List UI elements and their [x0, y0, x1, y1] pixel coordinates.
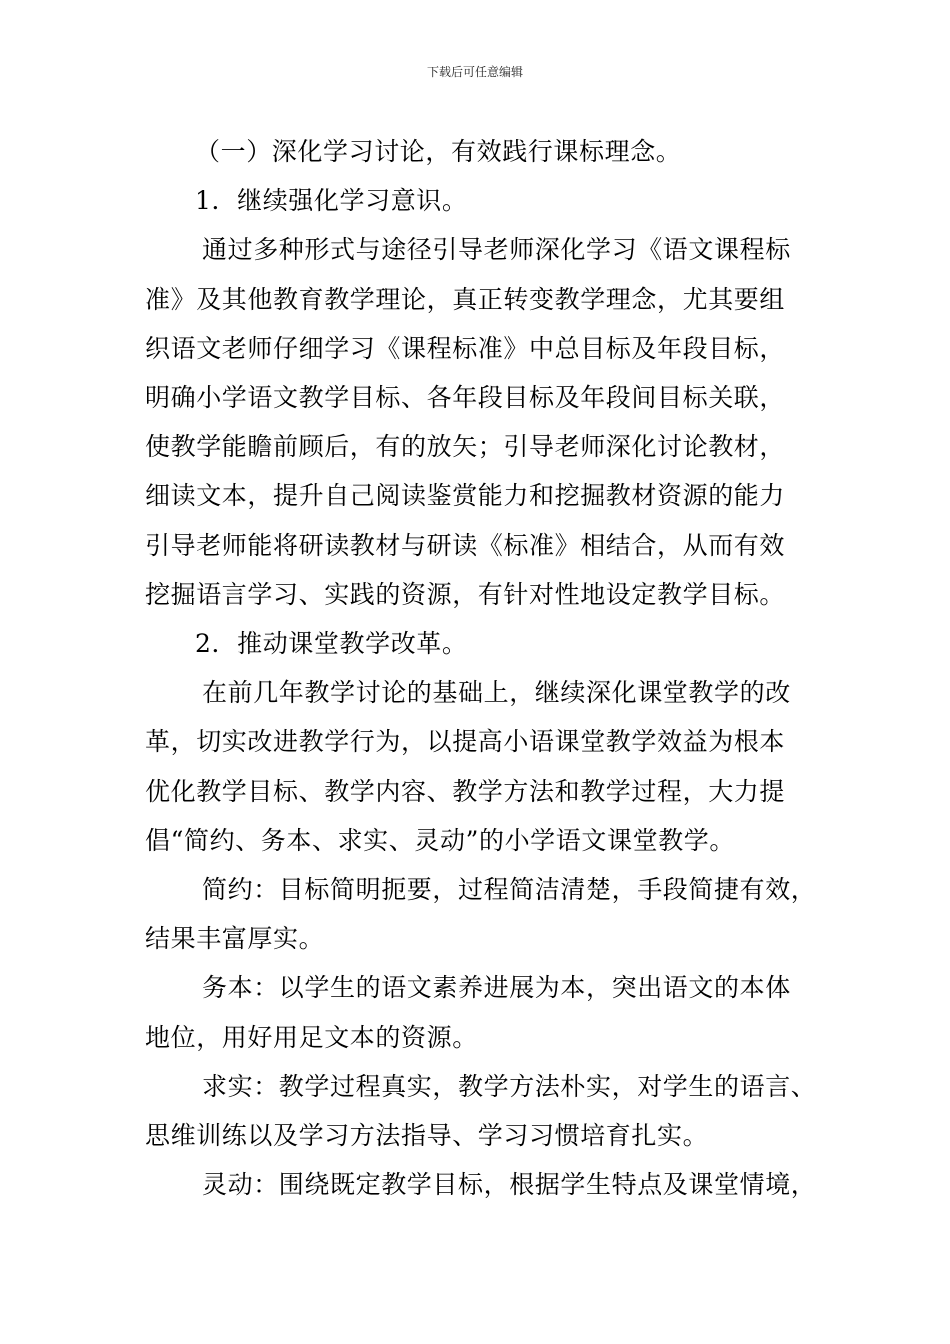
- paragraph-line: 思维训练以及学习方法指导、学习习惯培育扎实。: [145, 1121, 709, 1151]
- subsection-heading-2: 2．推动课堂教学改革。: [195, 629, 468, 659]
- paragraph-line: 求实：教学过程真实，教学方法朴实，对学生的语言、: [202, 1071, 817, 1101]
- paragraph-line: 简约：目标简明扼要，过程简洁清楚，手段简捷有效，: [202, 875, 817, 905]
- paragraph-line: 务本：以学生的语文素养进展为本，突出语文的本体: [202, 973, 791, 1003]
- paragraph-line: 细读文本，提升自己阅读鉴赏能力和挖掘教材资源的能力: [145, 481, 786, 511]
- page-header-note: 下载后可任意编辑: [426, 65, 523, 79]
- paragraph-line: 准》及其他教育教学理论，真正转变教学理念，尤其要组: [145, 284, 786, 314]
- paragraph-line: 结果丰富厚实。: [145, 924, 325, 954]
- paragraph-line: 在前几年教学讨论的基础上，继续深化课堂教学的改: [202, 678, 791, 708]
- paragraph-line: 明确小学语文教学目标、各年段目标及年段间目标关联，: [145, 383, 786, 413]
- paragraph-line: 引导老师能将研读教材与研读《标准》相结合，从而有效: [145, 530, 786, 560]
- paragraph-line: 挖掘语言学习、实践的资源，有针对性地设定教学目标。: [145, 579, 786, 609]
- paragraph-line: 倡“简约、务本、求实、灵动”的小学语文课堂教学。: [145, 825, 735, 855]
- paragraph-line: 优化教学目标、教学内容、教学方法和教学过程，大力提: [145, 776, 786, 806]
- paragraph-line: 使教学能瞻前顾后，有的放矢；引导老师深化讨论教材，: [145, 432, 786, 462]
- paragraph-line: 通过多种形式与途径引导老师深化学习《语文课程标: [202, 235, 791, 265]
- subsection-heading-1: 1．继续强化学习意识。: [195, 186, 468, 216]
- paragraph-line: 革，切实改进教学行为，以提高小语课堂教学效益为根本: [145, 727, 786, 757]
- paragraph-line: 灵动：围绕既定教学目标，根据学生特点及课堂情境，: [202, 1170, 817, 1200]
- paragraph-line: 地位，用好用足文本的资源。: [145, 1022, 478, 1052]
- document-body: [145, 127, 825, 1209]
- section-heading: （一）深化学习讨论，有效践行课标理念。: [195, 137, 682, 166]
- paragraph-line: 织语文老师仔细学习《课程标准》中总目标及年段目标，: [145, 333, 786, 363]
